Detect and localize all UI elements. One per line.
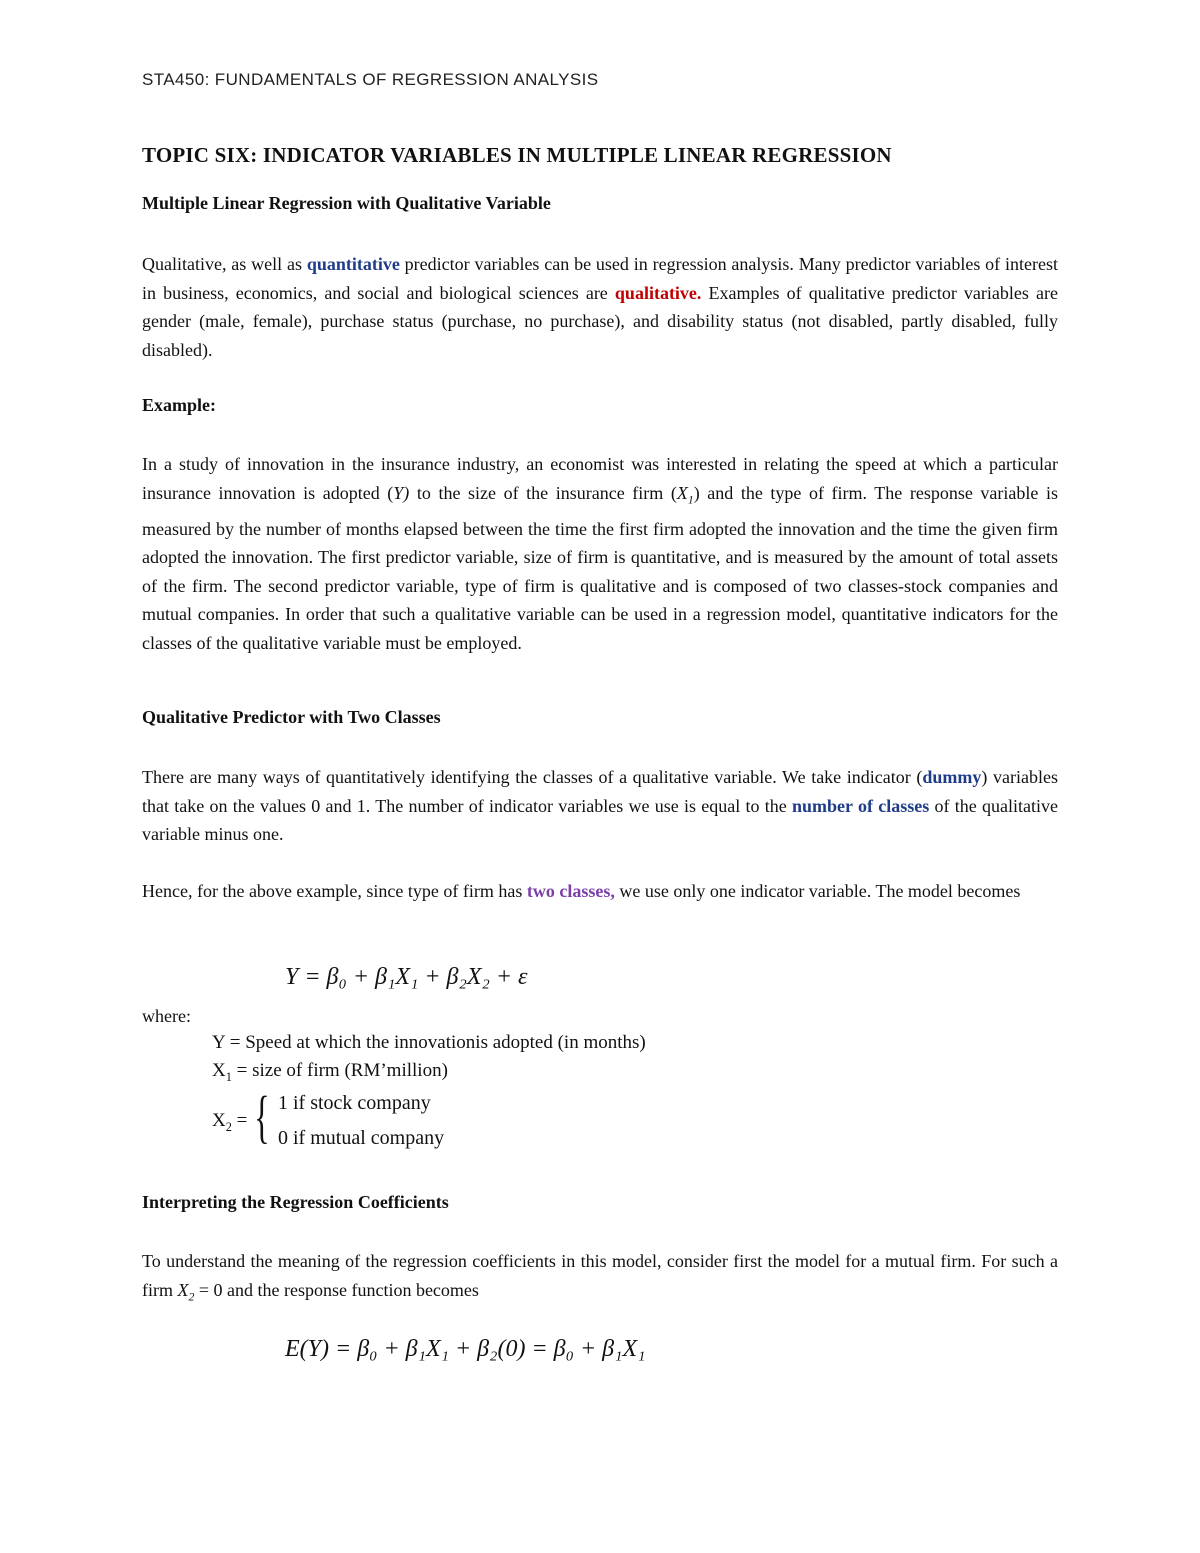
example-paragraph: In a study of innovation in the insurance industry, an economist was interested in relating the speed at which a particular insurance innovation is adopted (Y) to the size of the insurance firm $(X_1)$ and the type of firm. The response variable is measured by the number of months elapsed between the time the first firm adopted the innovation and the time the given firm adopted the innovation. The first predictor variable, size of firm is quantitative, and is measured by the amount of total assets of the firm. The second predictor variable, type of firm is qualitative and is composed of two classes-stock companies and mutual companies. In order that such a qualitative variable can be used in a regression model, quantitative indicators for the classes of the qualitative variable must be employed. — [142, 454, 1058, 653]
section-heading-qualitative-variable: Multiple Linear Regression with Qualitative Variable — [142, 193, 551, 213]
section-heading-two-classes: Qualitative Predictor with Two Classes — [142, 707, 441, 727]
case-stock-company: 1 if stock company — [278, 1092, 431, 1114]
model-equation: Y = β₀ + β₁X₁ + β₂X₂ + ε — [285, 964, 528, 990]
section-heading-interpreting: Interpreting the Regression Coefficients — [142, 1192, 449, 1212]
topic-title: TOPIC SIX: INDICATOR VARIABLES IN MULTIPLE LINEAR REGRESSION — [142, 143, 892, 167]
definition-y: Y = Speed at which the innovationis adopted (in months) — [212, 1032, 646, 1053]
definition-x1: $X_1$ = size of firm (RM’million) — [212, 1060, 448, 1084]
where-label: where: — [142, 1006, 191, 1026]
term-two-classes: two classes, — [526, 881, 615, 901]
page-header: STA450: FUNDAMENTALS OF REGRESSION ANALYSIS — [142, 70, 599, 89]
term-dummy: dummy — [922, 767, 982, 787]
interpreting-paragraph: To understand the meaning of the regression coefficients in this model, consider first the model for a mutual firm. For such a firm $X_2 = 0$ and the response function becomes — [142, 1251, 1058, 1304]
case-mutual-company: 0 if mutual company — [278, 1127, 445, 1149]
response-equation: E(Y) = β₀ + β₁X₁ + β₂(0) = β₀ + β₁X₁ — [285, 1336, 646, 1362]
definition-x2-label: $X_2$ = — [212, 1110, 248, 1134]
indicator-paragraph: There are many ways of quantitatively identifying the classes of a qualitative variable. We take indicator (dummy) variables that take on the values 0 and 1. The number of indicator variables we use is equal to the number of classes of the qualitative variable minus one. — [142, 767, 1058, 844]
term-qualitative: qualitative. — [614, 282, 702, 303]
model-paragraph: Hence, for the above example, since type of firm has two classes, we use only one indicator variable. The model becomes — [142, 881, 1021, 901]
left-brace: { — [254, 1084, 270, 1149]
term-quantitative: quantitative — [306, 254, 400, 274]
intro-paragraph: Qualitative, as well as quantitative predictor variables can be used in regression analysis. Many predictor variables of interest in business, economics, and social and biological sciences are qualitative. Examples of qualitative predictor variables are gender (male, female), purchase status (purchase, no purchase), and disability status (not disabled, partly disabled, fully disabled). — [142, 254, 1058, 360]
example-heading: Example: — [142, 395, 216, 415]
term-number-of-classes: number of classes — [792, 795, 930, 816]
